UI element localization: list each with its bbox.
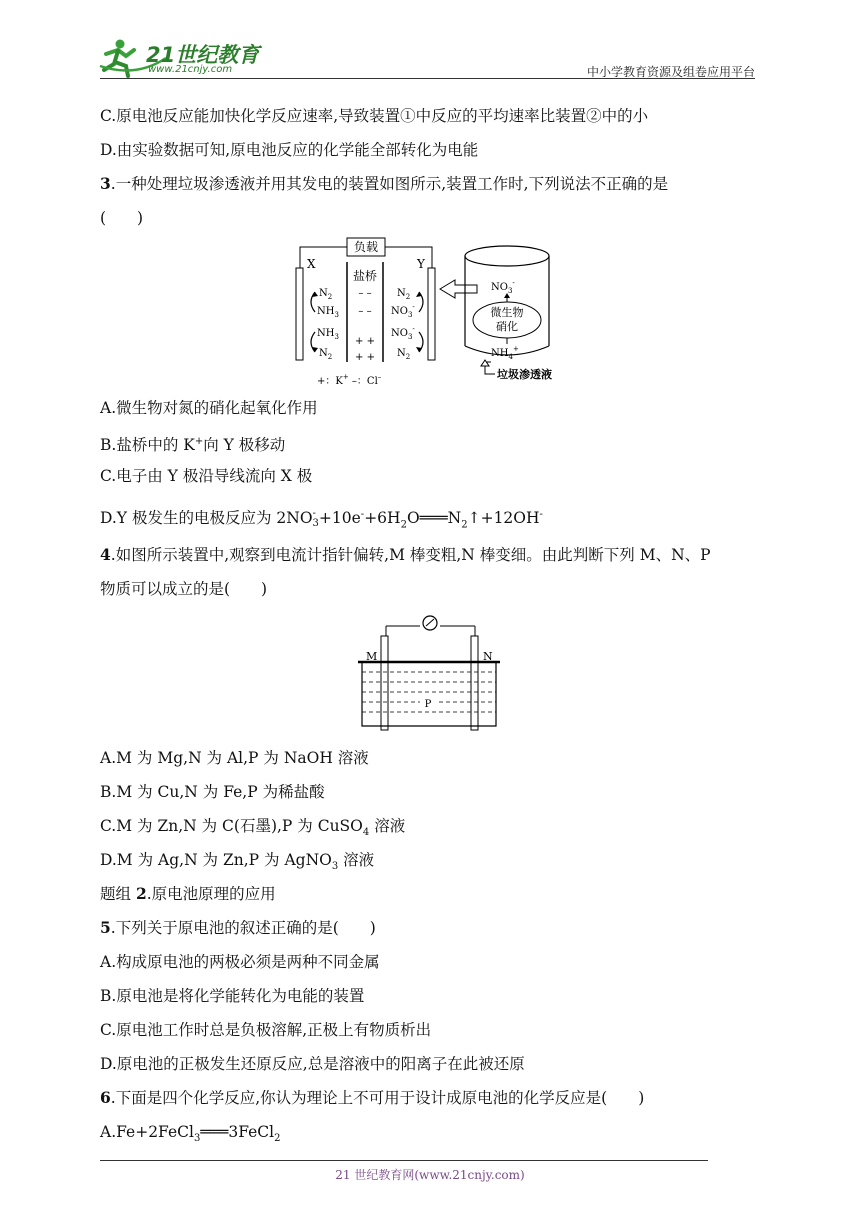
svg-text:NH3: $NH_3$ [317,306,339,319]
logo-url: www.21cnjy.com [148,64,233,75]
cell-diagram-q4 [350,612,510,734]
fig3-bridge-label: 盐桥 [352,269,378,283]
q3-option-a: A.微生物对氮的硝化起氧化作用 [100,399,318,417]
fig3-load-label: 负载 [353,240,379,254]
q4-option-d: D.M 为 Ag,N 为 Zn,P 为 AgNO$_3$ 溶液 [100,851,375,873]
fig3-leachate-label: 垃圾渗透液 [497,368,552,381]
svg-text:– –: – – [358,306,372,317]
q4-option-b: B.M 为 Cu,N 为 Fe,P 为稀盐酸 [100,783,325,801]
q2-option-d: D.由实验数据可知,原电池反应的化学能全部转化为电能 [100,141,479,159]
footer-rule [100,1160,708,1161]
svg-text:NO3-: $NO_3^-$ [491,279,515,295]
q4-stem: 4.如图所示装置中,观察到电流计指针偏转,M 棒变粗,N 棒变细。由此判断下列 M、N、P [100,545,711,564]
cell-diagram-q3 [285,234,575,394]
svg-text:+ +: + + [355,336,375,347]
svg-text:N2: $N_2$ [397,288,411,301]
fig3-legend: +：K+ –：Cl– [317,373,382,387]
q4-stem-cont: 物质可以成立的是( ) [100,580,268,598]
fig4-m-label: M [366,650,378,663]
svg-text:N2: $N_2$ [397,348,411,361]
svg-text:N2: $N_2$ [319,288,333,301]
q3-stem: 3.一种处理垃圾渗透液并用其发电的装置如图所示,装置工作时,下列说法不正确的是 [100,174,669,193]
fig3-y-label: Y [417,257,425,271]
q5-option-a: A.构成原电池的两极必须是两种不同金属 [100,953,380,971]
q3-option-d: D.Y 极发生的电极反应为 2NO - 3 $+10e^-+6H_2O═══N_2↑+12OH^-$ [100,508,543,531]
footer-text: 21 世纪教育网(www.21cnjy.com) [335,1168,525,1182]
q3-paren: ( ) [100,209,144,227]
svg-text:硝化: 硝化 [496,320,518,333]
logo-text: 21世纪教育 [146,43,260,67]
svg-text:+ +: + + [355,352,375,363]
figure-q4 [350,612,510,734]
q6-option-a: A.Fe+2FeCl$_3$═══3FeCl$_2$ [100,1123,281,1145]
svg-text:N2: $N_2$ [319,348,333,361]
svg-text:– –: – – [358,288,372,299]
fig3-x-label: X [307,257,316,271]
svg-text:NH4+: $NH_4^+$ [491,345,519,361]
q4-option-a: A.M 为 Mg,N 为 Al,P 为 NaOH 溶液 [100,749,369,767]
q4-option-c: C.M 为 Zn,N 为 C(石墨),P 为 CuSO$_4$ 溶液 [100,817,406,839]
q5-option-d: D.原电池的正极发生还原反应,总是溶液中的阳离子在此被还原 [100,1055,525,1073]
fig4-p-label: P [424,699,432,710]
svg-text:NO3-: $NO_3^-$ [391,303,415,319]
svg-text:NH3: $NH_3$ [317,328,339,341]
header-right-text: 中小学教育资源及组卷应用平台 [586,65,755,79]
header-logo [96,36,266,78]
q5-option-b: B.原电池是将化学能转化为电能的装置 [100,987,365,1005]
header-rule [100,78,755,79]
fig4-n-label: N [483,650,493,663]
q2-option-c: C.原电池反应能加快化学反应速率,导致装置①中反应的平均速率比装置②中的小 [100,107,649,125]
group-heading: 题组 2.原电池原理的应用 [100,884,276,903]
svg-text:NO3-: $NO_3^-$ [391,325,415,341]
q3-option-c: C.电子由 Y 极沿导线流向 X 极 [100,467,313,485]
q3-option-b: B.盐桥中的 K+向 Y 极移动 [100,436,286,455]
q5-option-c: C.原电池工作时总是负极溶解,正极上有物质析出 [100,1021,432,1039]
q5-stem: 5.下列关于原电池的叙述正确的是( ) [100,918,376,937]
figure-q3 [285,234,575,394]
fig3-microbe-label: 微生物 [490,306,524,319]
q6-stem: 6.下面是四个化学反应,你认为理论上不可用于设计成原电池的化学反应是( ) [100,1088,645,1107]
